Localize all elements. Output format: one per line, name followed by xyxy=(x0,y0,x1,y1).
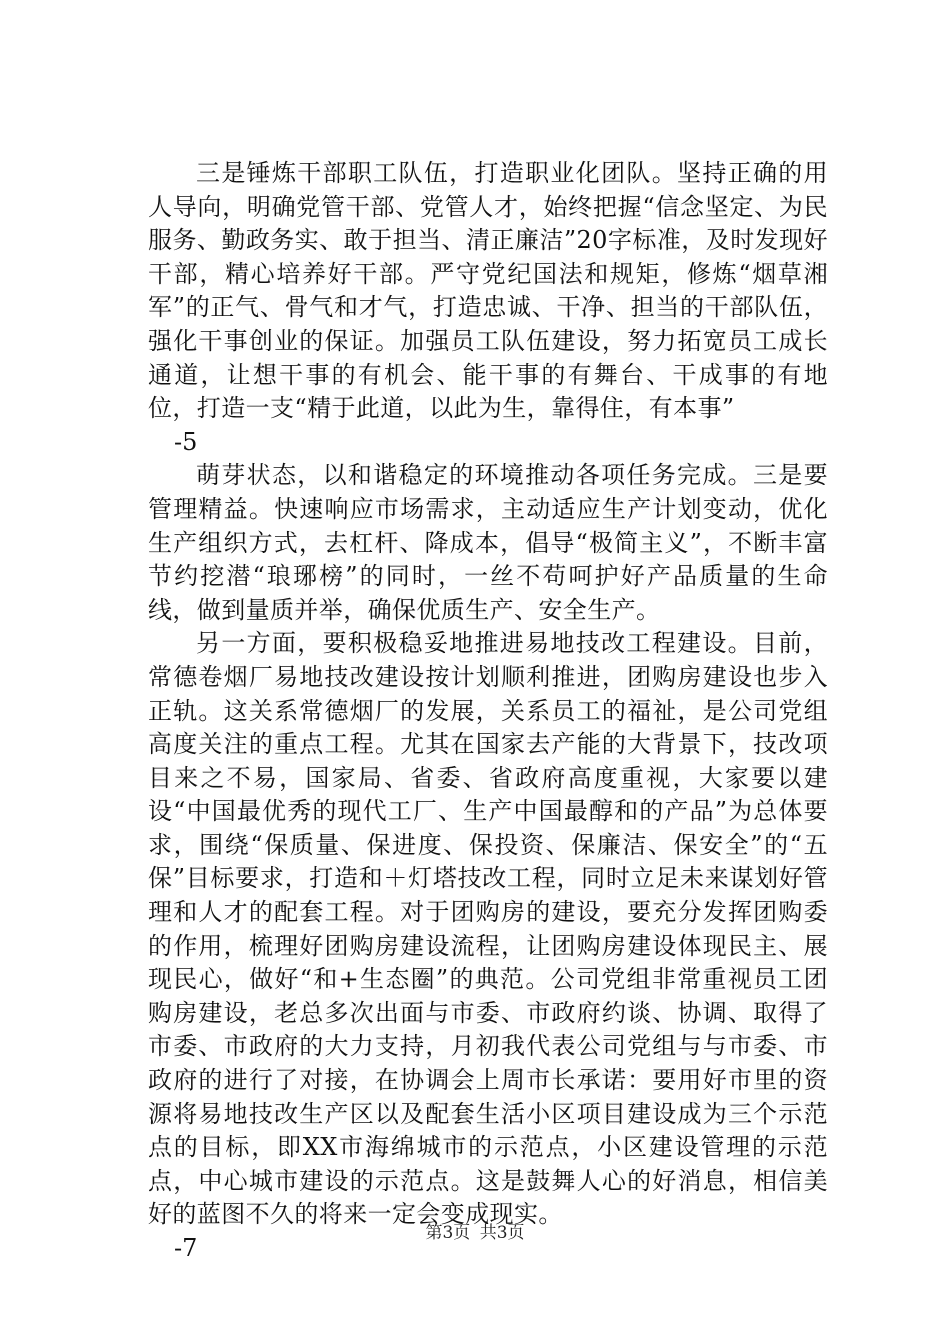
page-marker-7: -7 xyxy=(174,1234,198,1262)
paragraph-cadre-team: 三是锤炼干部职工队伍，打造职业化团队。坚持正确的用人导向，明确党管干部、党管人才，始终把握“信念坚定、为民服务、勤政务实、敢于担当、清正廉洁”20字标准，及时发现好干部，精心培养好干部。严守党纪国法和规矩，修炼“烟草湘军”的正气、骨气和才气，打造忠诚、干净、担当的干部队伍，强化干事创业的保证。加强员工队伍建设，努力拓宽员工成长通道，让想干事的有机会、能干事的有舞台、干成事的有地位，打造一支“精于此道，以此为生，靠得住，有本事” xyxy=(148,159,828,423)
paragraph-lean-management: 萌芽状态，以和谐稳定的环境推动各项任务完成。三是要管理精益。快速响应市场需求，主动适应生产计划变动，优化生产组织方式，去杠杆、降成本，倡导“极简主义”，不断丰富节约挖潜“琅琊榜”的同时，一丝不苟呵护好产品质量的生命线，做到量质并举，确保优质生产、安全生产。 xyxy=(148,461,828,624)
page-footer: 第3页 共3页 xyxy=(425,1223,525,1243)
page-marker-5: -5 xyxy=(174,427,198,456)
document-body xyxy=(148,157,828,1266)
paragraph-relocation-project: 另一方面，要积极稳妥地推进易地技改工程建设。目前，常德卷烟厂易地技改建设按计划顺利推进，团购房建设也步入正轨。这关系常德烟厂的发展，关系员工的福祉，是公司党组高度关注的重点工程。尤其在国家去产能的大背景下，技改项目来之不易，国家局、省委、省政府高度重视，大家要以建设“中国最优秀的现代工厂、生产中国最醇和的产品”为总体要求，围绕“保质量、保进度、保投资、保廉洁、保安全”的“五保”目标要求，打造和＋灯塔技改工程，同时立足未来谋划好管理和人才的配套工程。对于团购房的建设，要充分发挥团购委的作用，梳理好团购房建设流程，让团购房建设体现民主、展现民心，做好“和+生态圈”的典范。公司党组非常重视员工团购房建设，老总多次出面与市委、市政府约谈、协调、取得了市委、市政府的大力支持，月初我代表公司党组与与市委、市政府的进行了对接，在协调会上周市长承诺：要用好市里的资源将易地技改生产区以及配套生活小区项目建设成为三个示范点的目标，即XX市海绵城市的示范点，小区建设管理的示范点，中心城市建设的示范点。这是鼓舞人心的好消息，相信美好的蓝图不久的将来一定会变成现实。 xyxy=(148,629,828,1229)
